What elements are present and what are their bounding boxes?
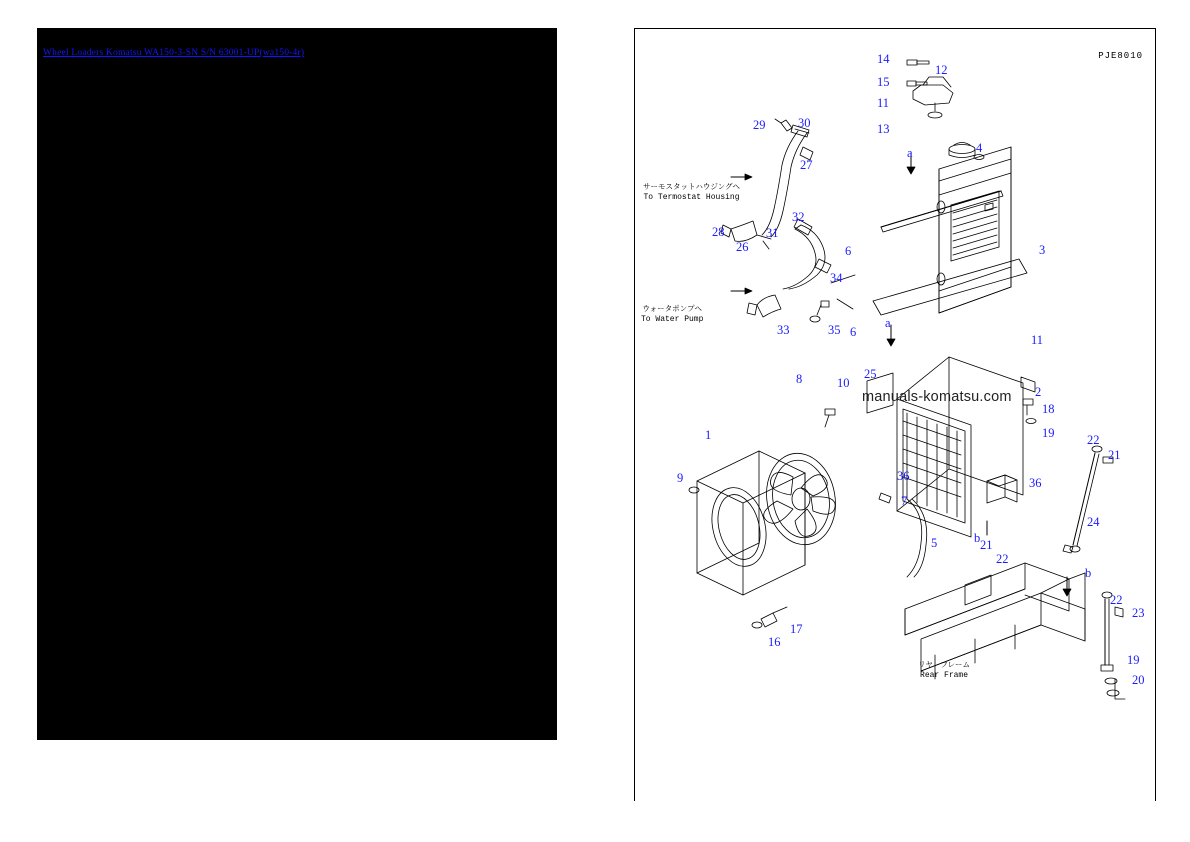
callout-19-lower: 19 xyxy=(1127,653,1140,667)
callout-11-top: 11 xyxy=(877,96,890,110)
parts-illustration xyxy=(635,29,1155,801)
callout-34: 34 xyxy=(830,271,843,285)
callout-17: 17 xyxy=(790,622,803,636)
callout-21-upper: 21 xyxy=(1108,448,1121,462)
callout-33: 33 xyxy=(777,323,790,337)
callout-36-left: 36 xyxy=(897,469,910,483)
callout-a-top: a xyxy=(907,146,913,160)
callout-a-mid: a xyxy=(885,316,891,330)
diagram-canvas xyxy=(635,29,1155,801)
annotation-to-thermostat-housing: サーモスタットハウジングへ To Termostat Housing xyxy=(643,182,741,202)
callout-6-lower: 6 xyxy=(850,325,857,339)
callout-22-mid: 22 xyxy=(996,552,1009,566)
callout-6-upper: 6 xyxy=(845,244,852,258)
callout-20: 20 xyxy=(1132,673,1145,687)
left-black-panel xyxy=(37,28,557,740)
callout-10: 10 xyxy=(837,376,850,390)
document-code: PJE8010 xyxy=(1098,51,1143,61)
callout-28: 28 xyxy=(712,225,725,239)
callout-1: 1 xyxy=(705,428,712,442)
annotation-to-water-pump: ウォータポンプへ To Water Pump xyxy=(641,304,704,324)
callout-3: 3 xyxy=(1039,243,1046,257)
callout-27: 27 xyxy=(800,158,813,172)
page-title[interactable]: Wheel Loaders Komatsu WA150-3-SN S/N 63001-UP(wa150-4r) xyxy=(43,48,305,58)
callout-23: 23 xyxy=(1132,606,1145,620)
callout-5: 5 xyxy=(931,536,938,550)
callout-19-upper: 19 xyxy=(1042,426,1055,440)
callout-22-lower: 22 xyxy=(1110,593,1123,607)
callout-25: 25 xyxy=(864,367,877,381)
callout-29: 29 xyxy=(753,118,766,132)
callout-16: 16 xyxy=(768,635,781,649)
callout-30: 30 xyxy=(798,116,811,130)
callout-b-mid: b xyxy=(974,531,981,545)
callout-36-right: 36 xyxy=(1029,476,1042,490)
callout-22-upper: 22 xyxy=(1087,433,1100,447)
callout-13: 13 xyxy=(877,122,890,136)
callout-31: 31 xyxy=(766,226,779,240)
callout-32: 32 xyxy=(792,210,805,224)
callout-9: 9 xyxy=(677,471,684,485)
callout-8: 8 xyxy=(796,372,803,386)
callout-2: 2 xyxy=(1035,385,1042,399)
callout-b-lower: b xyxy=(1085,566,1092,580)
callout-11-mid: 11 xyxy=(1031,333,1044,347)
callout-12: 12 xyxy=(935,63,948,77)
callout-26: 26 xyxy=(736,240,749,254)
callout-14: 14 xyxy=(877,52,890,66)
callout-21-lower: 21 xyxy=(980,538,993,552)
callout-35: 35 xyxy=(828,323,841,337)
parts-diagram-panel xyxy=(634,28,1156,801)
watermark-text: manuals-komatsu.com xyxy=(862,389,1012,405)
callout-7: 7 xyxy=(901,494,908,508)
callout-4: 4 xyxy=(976,141,983,155)
callout-18: 18 xyxy=(1042,402,1055,416)
annotation-rear-frame: リヤ フレーム Rear Frame xyxy=(918,660,971,680)
callout-15: 15 xyxy=(877,75,890,89)
callout-24: 24 xyxy=(1087,515,1100,529)
